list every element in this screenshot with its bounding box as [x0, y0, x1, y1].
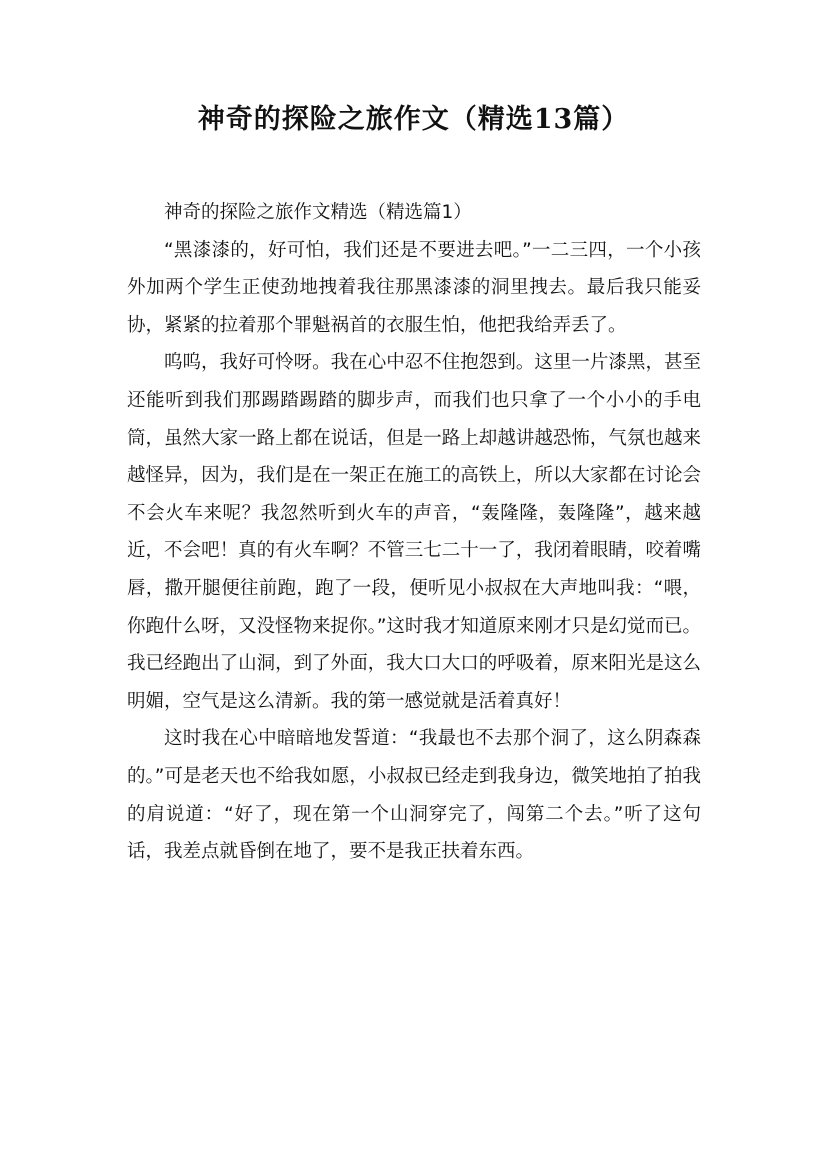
paragraph-3: 这时我在心中暗暗地发誓道：“我最也不去那个洞了，这么阴森森的。”可是老天也不给我如愿，小叔叔已经走到我身边，微笑地拍了拍我的肩说道：“好了，现在第一个山洞穿完了，闯第二个去。”听了这句话，我差点就昏倒在地了，要不是我正扶着东西。: [127, 728, 701, 863]
document-title: 神奇的探险之旅作文（精选13篇）: [197, 104, 630, 135]
paragraph-2: 呜呜，我好可怜呀。我在心中忍不住抱怨到。这里一片漆黑，甚至还能听到我们那踢踏踢踏的脚步声，而我们也只拿了一个小小的手电筒，虽然大家一路上都在说话，但是一路上却越讲越恐怖，气氛也越来越怪异，因为，我们是在一架正在施工的高铁上，所以大家都在讨论会不会火车来呢？我忽然听到火车的声音，“轰隆隆，轰隆隆”，越来越近，不会吧！真的有火车啊？不管三七二十一了，我闭着眼睛，咬着嘴唇，撒开腿便往前跑，跑了一段，便听见小叔叔在大声地叫我：“喂，你跑什么呀，又没怪物来捉你。”这时我才知道原来刚才只是幻觉而已。我已经跑出了山洞，到了外面，我大口大口的呼吸着，原来阳光是这么明媚，空气是这么清新。我的第一感觉就是活着真好！: [127, 352, 701, 712]
section-subtitle: 神奇的探险之旅作文精选（精选篇1）: [164, 202, 472, 223]
document-body: [127, 194, 701, 871]
paragraph-1: “黑漆漆的，好可怕，我们还是不要进去吧。”一二三四，一个小孩外加两个学生正使劲地拽着我往那黑漆漆的洞里拽去。最后我只能妥协，紧紧的拉着那个罪魁祸首的衣服生怕，他把我给弄丢了。: [127, 239, 701, 336]
